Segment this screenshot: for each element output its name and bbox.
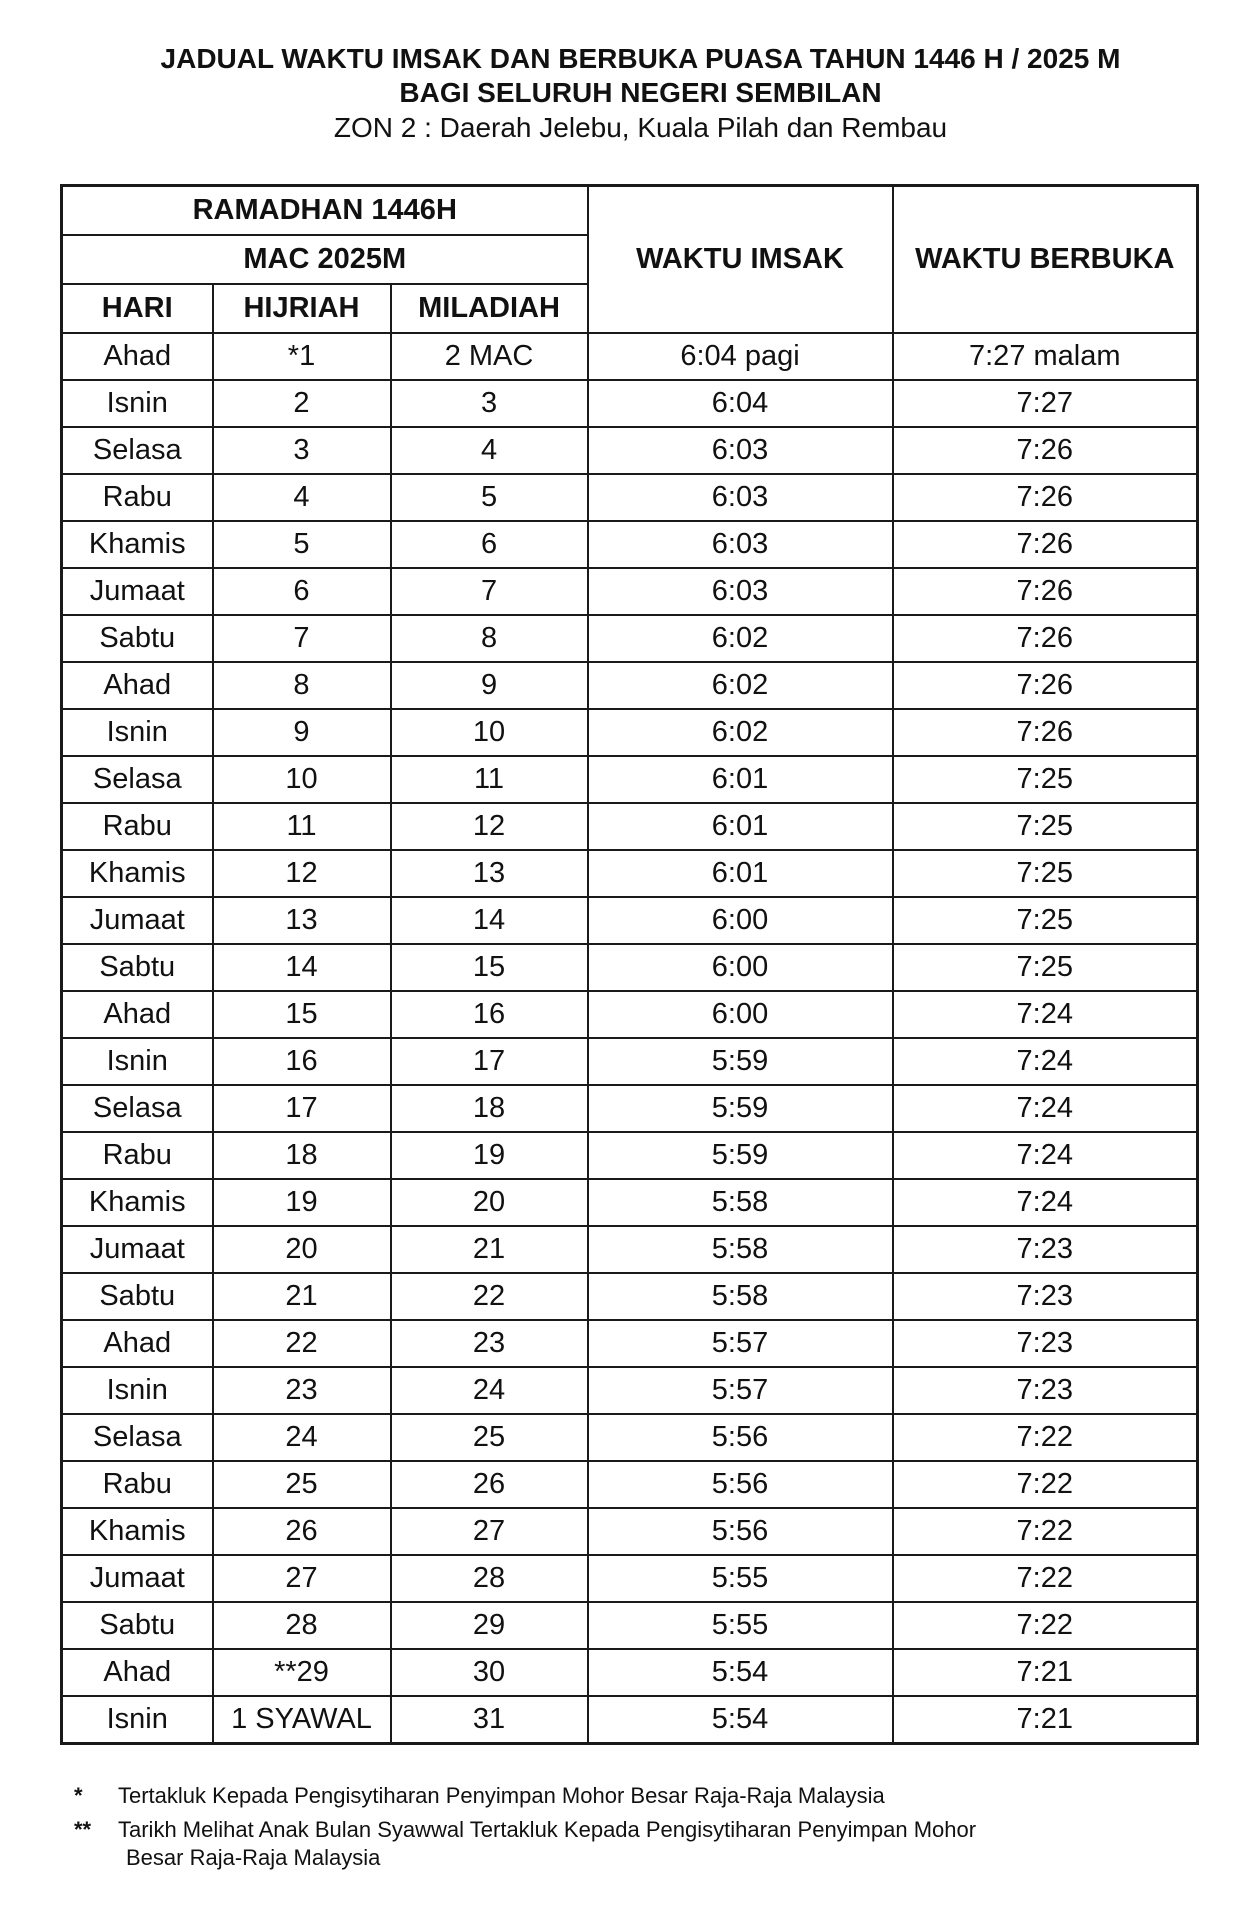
cell-miladiah: 27 — [391, 1508, 588, 1555]
cell-imsak: 6:00 — [588, 897, 893, 944]
cell-berbuka: 7:24 — [893, 1038, 1198, 1085]
cell-hijriah: 7 — [213, 615, 391, 662]
cell-imsak: 6:01 — [588, 850, 893, 897]
cell-berbuka: 7:23 — [893, 1320, 1198, 1367]
table-row — [62, 803, 1198, 850]
cell-imsak: 5:57 — [588, 1320, 893, 1367]
cell-hari: Isnin — [62, 1367, 213, 1414]
cell-hijriah: 11 — [213, 803, 391, 850]
cell-berbuka: 7:26 — [893, 615, 1198, 662]
table-row — [62, 1273, 1198, 1320]
cell-imsak: 5:56 — [588, 1414, 893, 1461]
table-row — [62, 991, 1198, 1038]
cell-miladiah: 6 — [391, 521, 588, 568]
document-title-line-1: JADUAL WAKTU IMSAK DAN BERBUKA PUASA TAHUN 1446 H / 2025 M — [160, 43, 1121, 74]
cell-berbuka: 7:23 — [893, 1367, 1198, 1414]
cell-imsak: 6:03 — [588, 521, 893, 568]
cell-hijriah: 14 — [213, 944, 391, 991]
cell-miladiah: 20 — [391, 1179, 588, 1226]
cell-miladiah: 9 — [391, 662, 588, 709]
document-header — [0, 42, 1249, 146]
cell-miladiah: 25 — [391, 1414, 588, 1461]
cell-berbuka: 7:27 malam — [893, 333, 1198, 380]
ramadhan-header: RAMADHAN 1446H — [62, 186, 588, 236]
table-row — [62, 1555, 1198, 1602]
cell-miladiah: 2 MAC — [391, 333, 588, 380]
cell-berbuka: 7:22 — [893, 1602, 1198, 1649]
footnote-2-text-line-1: Tarikh Melihat Anak Bulan Syawwal Tertakluk Kepada Pengisytiharan Penyimpan Mohor — [118, 1817, 977, 1842]
cell-hari: Rabu — [62, 474, 213, 521]
cell-berbuka: 7:24 — [893, 1085, 1198, 1132]
cell-miladiah: 10 — [391, 709, 588, 756]
cell-imsak: 5:54 — [588, 1649, 893, 1696]
cell-imsak: 5:57 — [588, 1367, 893, 1414]
cell-berbuka: 7:22 — [893, 1461, 1198, 1508]
cell-berbuka: 7:25 — [893, 756, 1198, 803]
cell-imsak: 6:00 — [588, 944, 893, 991]
cell-imsak: 5:56 — [588, 1461, 893, 1508]
cell-miladiah: 23 — [391, 1320, 588, 1367]
cell-hari: Rabu — [62, 803, 213, 850]
cell-berbuka: 7:25 — [893, 944, 1198, 991]
cell-hijriah: 6 — [213, 568, 391, 615]
cell-hijriah: 3 — [213, 427, 391, 474]
cell-berbuka: 7:23 — [893, 1226, 1198, 1273]
table-row — [62, 380, 1198, 427]
table-row — [62, 1038, 1198, 1085]
cell-hari: Khamis — [62, 1179, 213, 1226]
footnotes — [74, 1782, 1194, 1878]
cell-miladiah: 12 — [391, 803, 588, 850]
cell-hari: Sabtu — [62, 944, 213, 991]
footnote-2-text-line-2: Besar Raja-Raja Malaysia — [126, 1845, 381, 1870]
cell-imsak: 6:03 — [588, 474, 893, 521]
cell-imsak: 5:55 — [588, 1555, 893, 1602]
cell-miladiah: 14 — [391, 897, 588, 944]
cell-imsak: 5:58 — [588, 1226, 893, 1273]
cell-miladiah: 15 — [391, 944, 588, 991]
cell-hari: Rabu — [62, 1461, 213, 1508]
table-row — [62, 568, 1198, 615]
hari-column-header: HARI — [62, 284, 213, 333]
cell-hari: Isnin — [62, 709, 213, 756]
cell-hari: Isnin — [62, 1038, 213, 1085]
table-row — [62, 1696, 1198, 1744]
cell-miladiah: 24 — [391, 1367, 588, 1414]
cell-imsak: 6:01 — [588, 756, 893, 803]
cell-miladiah: 11 — [391, 756, 588, 803]
cell-miladiah: 31 — [391, 1696, 588, 1744]
cell-hijriah: 22 — [213, 1320, 391, 1367]
footnote-2-body — [118, 1816, 1194, 1872]
cell-miladiah: 18 — [391, 1085, 588, 1132]
cell-berbuka: 7:22 — [893, 1508, 1198, 1555]
cell-berbuka: 7:25 — [893, 897, 1198, 944]
cell-imsak: 6:02 — [588, 662, 893, 709]
cell-imsak: 6:02 — [588, 709, 893, 756]
table-row — [62, 944, 1198, 991]
cell-miladiah: 4 — [391, 427, 588, 474]
cell-imsak: 5:58 — [588, 1179, 893, 1226]
cell-hijriah: 1 SYAWAL — [213, 1696, 391, 1744]
footnote-1-mark: * — [74, 1783, 83, 1808]
cell-hari: Jumaat — [62, 1555, 213, 1602]
table-row — [62, 333, 1198, 380]
cell-hari: Selasa — [62, 1085, 213, 1132]
cell-berbuka: 7:21 — [893, 1649, 1198, 1696]
cell-imsak: 5:59 — [588, 1132, 893, 1179]
cell-miladiah: 26 — [391, 1461, 588, 1508]
cell-hijriah: 27 — [213, 1555, 391, 1602]
cell-hijriah: 17 — [213, 1085, 391, 1132]
cell-hari: Ahad — [62, 662, 213, 709]
cell-berbuka: 7:22 — [893, 1414, 1198, 1461]
cell-miladiah: 13 — [391, 850, 588, 897]
cell-imsak: 5:58 — [588, 1273, 893, 1320]
table-body — [62, 333, 1198, 1744]
table-row — [62, 1179, 1198, 1226]
cell-hari: Ahad — [62, 1320, 213, 1367]
cell-imsak: 6:04 pagi — [588, 333, 893, 380]
cell-hari: Ahad — [62, 991, 213, 1038]
miladiah-column-header: MILADIAH — [391, 284, 588, 333]
cell-berbuka: 7:26 — [893, 568, 1198, 615]
cell-imsak: 6:03 — [588, 568, 893, 615]
cell-miladiah: 30 — [391, 1649, 588, 1696]
cell-hijriah: 10 — [213, 756, 391, 803]
cell-hijriah: 26 — [213, 1508, 391, 1555]
cell-miladiah: 7 — [391, 568, 588, 615]
cell-hijriah: 5 — [213, 521, 391, 568]
cell-hijriah: *1 — [213, 333, 391, 380]
cell-imsak: 6:01 — [588, 803, 893, 850]
cell-hijriah: 18 — [213, 1132, 391, 1179]
cell-berbuka: 7:25 — [893, 803, 1198, 850]
cell-hari: Isnin — [62, 1696, 213, 1744]
cell-hijriah: 2 — [213, 380, 391, 427]
table-row — [62, 850, 1198, 897]
berbuka-column-header: WAKTU BERBUKA — [893, 186, 1198, 334]
cell-miladiah: 21 — [391, 1226, 588, 1273]
table-row — [62, 897, 1198, 944]
cell-berbuka: 7:26 — [893, 709, 1198, 756]
cell-hijriah: 12 — [213, 850, 391, 897]
table-row — [62, 1132, 1198, 1179]
cell-hari: Sabtu — [62, 1273, 213, 1320]
cell-hijriah: 19 — [213, 1179, 391, 1226]
cell-hari: Sabtu — [62, 1602, 213, 1649]
cell-berbuka: 7:22 — [893, 1555, 1198, 1602]
table-row — [62, 1461, 1198, 1508]
hijriah-column-header: HIJRIAH — [213, 284, 391, 333]
cell-hari: Khamis — [62, 521, 213, 568]
cell-hijriah: 24 — [213, 1414, 391, 1461]
cell-berbuka: 7:26 — [893, 662, 1198, 709]
cell-hijriah: 20 — [213, 1226, 391, 1273]
cell-hijriah: 28 — [213, 1602, 391, 1649]
cell-hari: Khamis — [62, 1508, 213, 1555]
cell-berbuka: 7:26 — [893, 474, 1198, 521]
cell-hari: Rabu — [62, 1132, 213, 1179]
table-row — [62, 1414, 1198, 1461]
cell-hari: Isnin — [62, 380, 213, 427]
cell-berbuka: 7:23 — [893, 1273, 1198, 1320]
cell-hari: Khamis — [62, 850, 213, 897]
cell-miladiah: 5 — [391, 474, 588, 521]
footnote-1-text: Tertakluk Kepada Pengisytiharan Penyimpan Mohor Besar Raja-Raja Malaysia — [118, 1783, 885, 1808]
cell-hari: Jumaat — [62, 568, 213, 615]
cell-hari: Selasa — [62, 1414, 213, 1461]
cell-hari: Sabtu — [62, 615, 213, 662]
table-row — [62, 521, 1198, 568]
cell-berbuka: 7:26 — [893, 427, 1198, 474]
table-row — [62, 756, 1198, 803]
cell-imsak: 6:02 — [588, 615, 893, 662]
cell-imsak: 5:59 — [588, 1038, 893, 1085]
table-row — [62, 1649, 1198, 1696]
cell-imsak: 6:04 — [588, 380, 893, 427]
table-row — [62, 474, 1198, 521]
cell-hari: Jumaat — [62, 1226, 213, 1273]
cell-hari: Selasa — [62, 427, 213, 474]
cell-miladiah: 3 — [391, 380, 588, 427]
table-row — [62, 662, 1198, 709]
zone-subtitle: ZON 2 : Daerah Jelebu, Kuala Pilah dan Rembau — [333, 112, 948, 143]
table-row — [62, 1602, 1198, 1649]
cell-hijriah: 16 — [213, 1038, 391, 1085]
cell-miladiah: 29 — [391, 1602, 588, 1649]
cell-miladiah: 28 — [391, 1555, 588, 1602]
table-row — [62, 1367, 1198, 1414]
cell-hijriah: 13 — [213, 897, 391, 944]
footnote-2 — [74, 1816, 1194, 1872]
month-header: MAC 2025M — [62, 235, 588, 284]
cell-miladiah: 17 — [391, 1038, 588, 1085]
cell-hijriah: 8 — [213, 662, 391, 709]
table-row — [62, 615, 1198, 662]
imsak-column-header: WAKTU IMSAK — [588, 186, 893, 334]
cell-miladiah: 16 — [391, 991, 588, 1038]
cell-berbuka: 7:26 — [893, 521, 1198, 568]
cell-imsak: 6:03 — [588, 427, 893, 474]
table-row — [62, 709, 1198, 756]
cell-hijriah: 21 — [213, 1273, 391, 1320]
cell-miladiah: 22 — [391, 1273, 588, 1320]
table-row — [62, 1320, 1198, 1367]
cell-berbuka: 7:24 — [893, 1132, 1198, 1179]
cell-imsak: 6:00 — [588, 991, 893, 1038]
cell-hijriah: 25 — [213, 1461, 391, 1508]
cell-hari: Jumaat — [62, 897, 213, 944]
table-row — [62, 1508, 1198, 1555]
cell-hari: Ahad — [62, 1649, 213, 1696]
cell-hari: Ahad — [62, 333, 213, 380]
cell-imsak: 5:59 — [588, 1085, 893, 1132]
table-row — [62, 1226, 1198, 1273]
cell-berbuka: 7:25 — [893, 850, 1198, 897]
cell-hijriah: 9 — [213, 709, 391, 756]
cell-berbuka: 7:27 — [893, 380, 1198, 427]
cell-berbuka: 7:24 — [893, 1179, 1198, 1226]
cell-hijriah: 4 — [213, 474, 391, 521]
cell-hijriah: **29 — [213, 1649, 391, 1696]
cell-hari: Selasa — [62, 756, 213, 803]
table-row — [62, 427, 1198, 474]
cell-imsak: 5:55 — [588, 1602, 893, 1649]
cell-imsak: 5:56 — [588, 1508, 893, 1555]
footnote-2-mark: ** — [74, 1817, 92, 1842]
cell-hijriah: 23 — [213, 1367, 391, 1414]
footnote-1 — [74, 1782, 1194, 1810]
cell-hijriah: 15 — [213, 991, 391, 1038]
document-title-line-2: BAGI SELURUH NEGERI SEMBILAN — [399, 77, 882, 108]
cell-berbuka: 7:21 — [893, 1696, 1198, 1744]
cell-berbuka: 7:24 — [893, 991, 1198, 1038]
cell-imsak: 5:54 — [588, 1696, 893, 1744]
cell-miladiah: 8 — [391, 615, 588, 662]
imsak-berbuka-table — [60, 184, 1199, 1745]
cell-miladiah: 19 — [391, 1132, 588, 1179]
table-row — [62, 1085, 1198, 1132]
